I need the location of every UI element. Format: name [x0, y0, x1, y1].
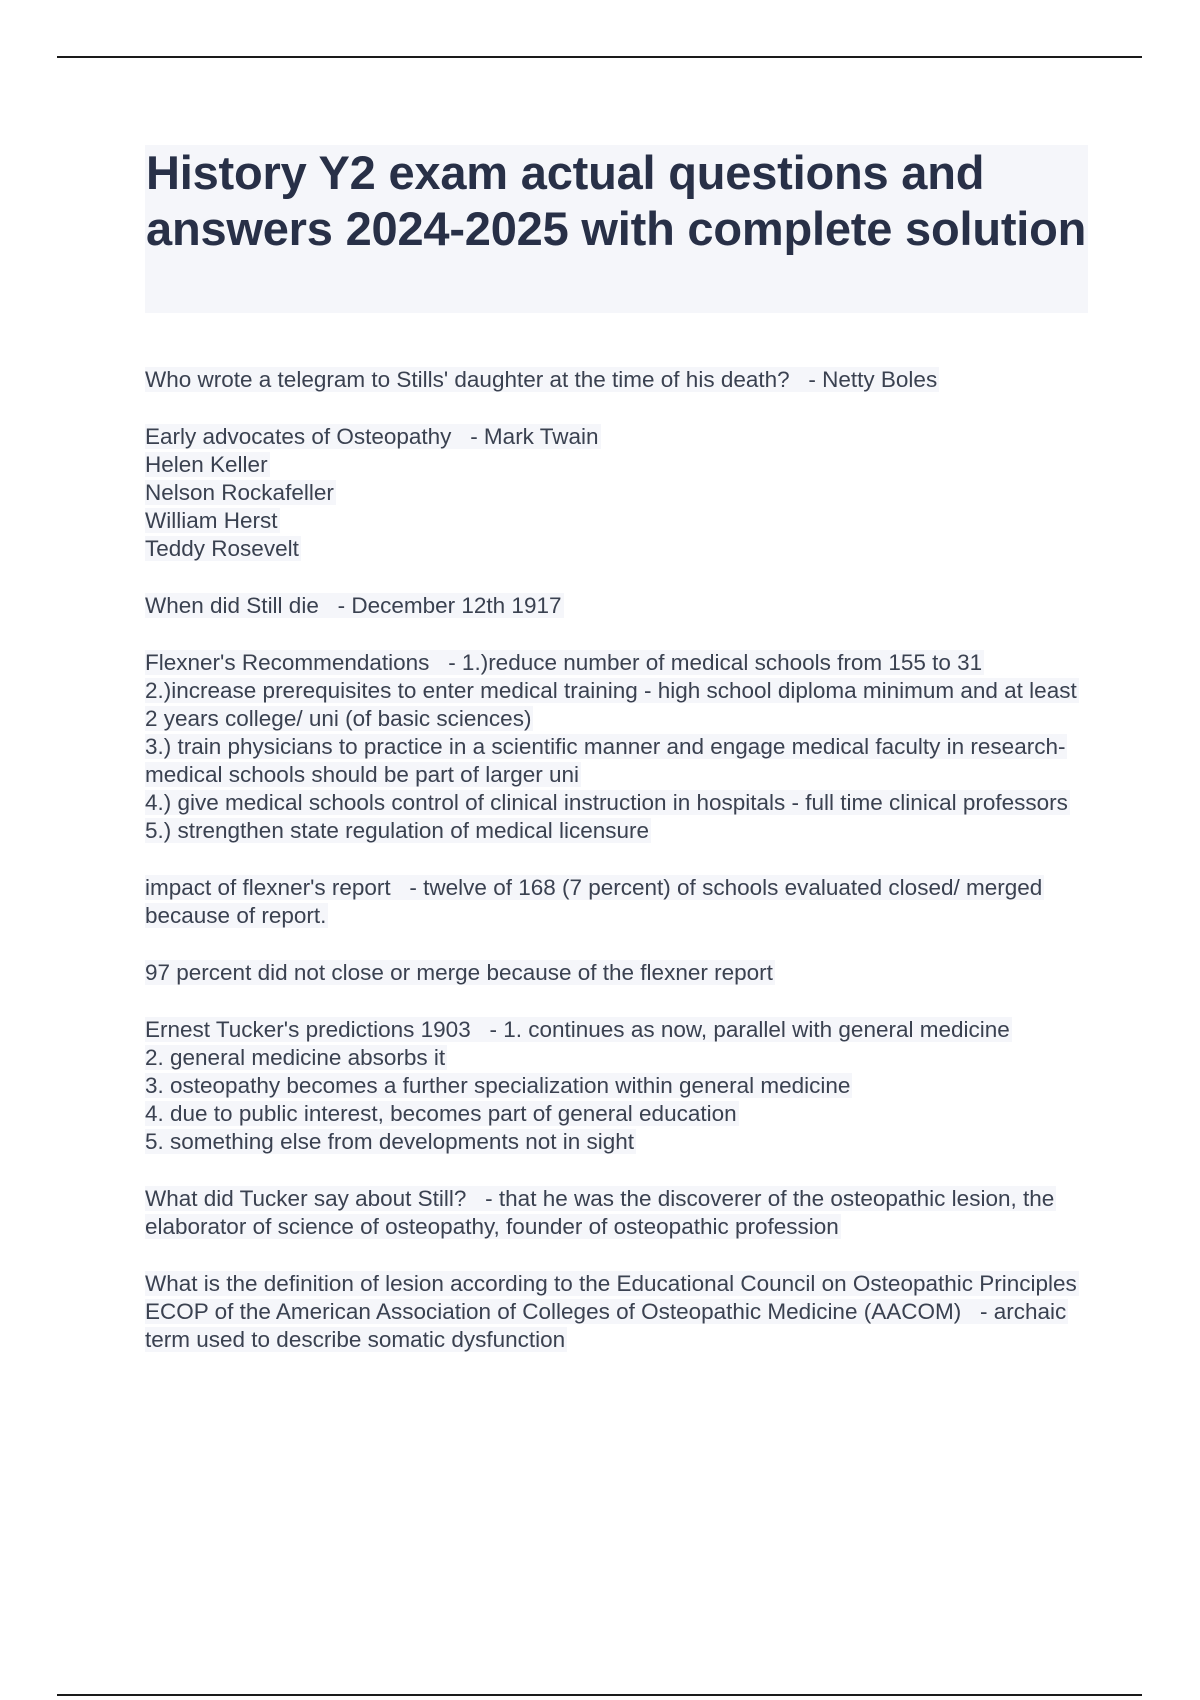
answer-text: 5. something else from developments not in sight — [145, 1129, 635, 1154]
question-text: Ernest Tucker's predictions 1903 — [145, 1017, 471, 1042]
qa-item — [145, 874, 1095, 930]
answer-text: - 1.)reduce number of medical schools from 155 to 31 — [448, 650, 983, 675]
question-text: Flexner's Recommendations — [145, 650, 430, 675]
answer-text: William Herst — [145, 508, 278, 533]
answer-text: 3.) train physicians to practice in a scientific manner and engage medical faculty in research- medical schools should be part of larger uni — [145, 734, 1066, 787]
question-text: When did Still die — [145, 593, 319, 618]
title-block — [145, 145, 1088, 313]
question-text: Early advocates of Osteopathy — [145, 424, 452, 449]
question-text: 97 percent did not close or merge because of the flexner report — [145, 960, 773, 985]
footer-rule — [57, 1694, 1142, 1696]
answer-text: - Mark Twain — [470, 424, 599, 449]
answer-text: - that he was the discoverer of the osteopathic lesion, the elaborator of science of osteopathy, founder of osteopathic profession — [145, 1186, 1055, 1239]
qa-item — [145, 1016, 1095, 1156]
answer-text: 3. osteopathy becomes a further specialization within general medicine — [145, 1073, 851, 1098]
answer-text: Helen Keller — [145, 452, 268, 477]
qa-item — [145, 366, 1095, 394]
answer-text: 5.) strengthen state regulation of medical licensure — [145, 818, 650, 843]
answer-text: Teddy Rosevelt — [145, 536, 299, 561]
qa-item — [145, 1270, 1095, 1354]
qa-list — [145, 366, 1095, 1383]
answer-text: - 1. continues as now, parallel with general medicine — [489, 1017, 1010, 1042]
qa-item — [145, 592, 1095, 620]
header-rule — [57, 56, 1142, 58]
question-text: Who wrote a telegram to Stills' daughter at the time of his death? — [145, 367, 790, 392]
document-title: History Y2 exam actual questions and answers 2024-2025 with complete solution — [146, 146, 1087, 255]
question-text: What is the definition of lesion according to the Educational Council on Osteopathic Principles ECOP of the American Association of Colleges of Osteopathic Medicine (AACOM) — [145, 1271, 1077, 1324]
qa-item — [145, 423, 1095, 563]
answer-text: Nelson Rockafeller — [145, 480, 334, 505]
qa-item — [145, 1185, 1095, 1241]
answer-text: 2.)increase prerequisites to enter medical training - high school diploma minimum and at least 2 years college/ uni (of basic sciences) — [145, 678, 1077, 731]
answer-text: - archaic term used to describe somatic dysfunction — [145, 1299, 1067, 1352]
qa-item — [145, 959, 1095, 987]
question-text: What did Tucker say about Still? — [145, 1186, 467, 1211]
answer-text: 4. due to public interest, becomes part of general education — [145, 1101, 737, 1126]
answer-text: 4.) give medical schools control of clinical instruction in hospitals - full time clinical professors — [145, 790, 1068, 815]
answer-text: - Netty Boles — [808, 367, 938, 392]
answer-text: - December 12th 1917 — [337, 593, 562, 618]
qa-item — [145, 649, 1095, 845]
question-text: impact of flexner's report — [145, 875, 391, 900]
answer-text: 2. general medicine absorbs it — [145, 1045, 446, 1070]
answer-text: - twelve of 168 (7 percent) of schools evaluated closed/ merged because of report. — [145, 875, 1043, 928]
